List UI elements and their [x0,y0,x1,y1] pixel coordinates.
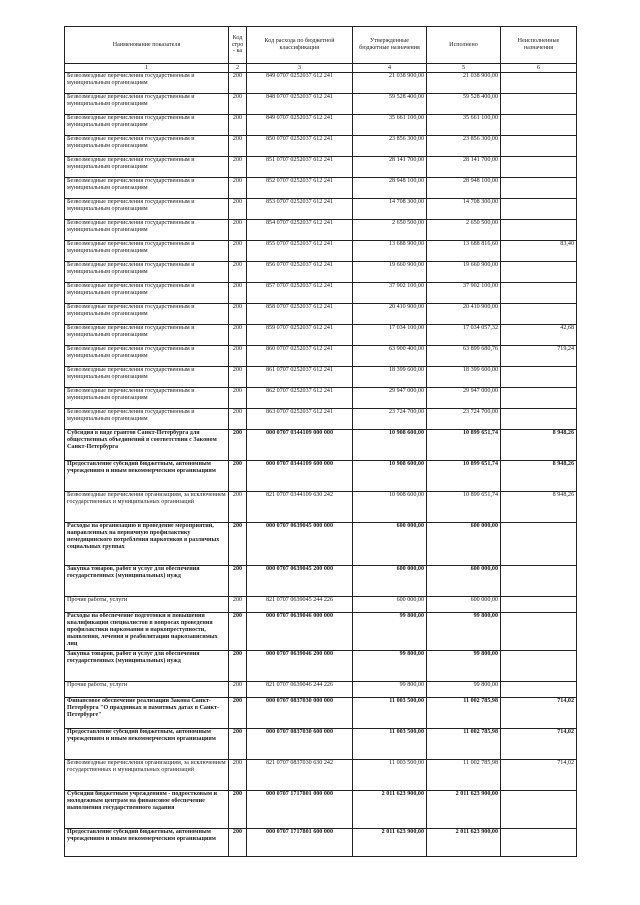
row-remaining-cell [501,829,577,857]
row-approved-cell: 37 902 100,00 [353,283,427,304]
row-approved-cell: 23 856 300,00 [353,136,427,157]
row-name-cell: Безвозмездные перечисления государственным и муниципальным организациям [65,178,229,199]
table-row [65,698,577,729]
row-approved-cell: 2 650 500,00 [353,220,427,241]
row-approved-cell: 11 003 500,00 [353,729,427,760]
row-executed-cell: 35 661 100,00 [427,115,501,136]
row-approved-cell: 59 528 400,00 [353,94,427,115]
row-name-cell: Безвозмездные перечисления государственным и муниципальным организациям [65,199,229,220]
row-name-cell: Безвозмездные перечисления государственным и муниципальным организациям [65,220,229,241]
row-classification-cell: 862 0707 0252037 612 241 [247,388,353,409]
row-classification-cell: 859 0707 0252037 612 241 [247,325,353,346]
row-name-cell: Безвозмездные перечисления государственным и муниципальным организациям [65,304,229,325]
row-classification-cell: 821 0707 0639046 244 226 [247,682,353,698]
row-approved-cell: 600 000,00 [353,566,427,597]
column-number: 6 [501,64,577,73]
row-remaining-cell [501,73,577,94]
row-executed-cell: 10 899 651,74 [427,492,501,523]
column-number: 3 [247,64,353,73]
row-line-code-cell: 200 [229,115,247,136]
row-remaining-cell: 714,02 [501,760,577,791]
row-executed-cell: 37 902 100,00 [427,283,501,304]
row-executed-cell: 23 724 700,00 [427,409,501,430]
row-line-code-cell: 200 [229,304,247,325]
table-row [65,136,577,157]
row-classification-cell: 000 0707 0639046 000 000 [247,613,353,651]
row-executed-cell: 2 011 623 900,00 [427,829,501,857]
table-row [65,651,577,682]
row-classification-cell: 860 0707 0252037 612 241 [247,346,353,367]
table-row [65,409,577,430]
row-classification-cell: 000 0707 0639045 000 000 [247,523,353,566]
row-remaining-cell [501,409,577,430]
row-remaining-cell: 714,02 [501,698,577,729]
column-number-row [65,64,577,73]
row-name-cell: Безвозмездные перечисления государственным и муниципальным организациям [65,409,229,430]
row-name-cell: Безвозмездные перечисления государственным и муниципальным организациям [65,94,229,115]
row-line-code-cell: 200 [229,157,247,178]
row-executed-cell: 11 002 785,98 [427,729,501,760]
row-line-code-cell: 200 [229,178,247,199]
row-executed-cell: 11 002 785,98 [427,698,501,729]
row-executed-cell: 99 800,00 [427,651,501,682]
row-name-cell: Безвозмездные перечисления государственным и муниципальным организациям [65,367,229,388]
row-approved-cell: 10 908 600,00 [353,461,427,492]
row-approved-cell: 29 947 000,00 [353,388,427,409]
row-name-cell: Безвозмездные перечисления государственным и муниципальным организациям [65,115,229,136]
column-number: 4 [353,64,427,73]
row-approved-cell: 600 000,00 [353,597,427,613]
row-line-code-cell: 200 [229,367,247,388]
row-name-cell: Закупка товаров, работ и услуг для обеспечения государственных (муниципальных) нужд [65,651,229,682]
row-name-cell: Финансовое обеспечение реализации Закона Санкт-Петербурга "О праздниках и памятных датах в Санкт-Петербурге" [65,698,229,729]
row-classification-cell: 000 0707 0837030 600 000 [247,729,353,760]
row-classification-cell: 000 0707 1717801 000 000 [247,791,353,829]
row-executed-cell: 28 948 100,00 [427,178,501,199]
row-remaining-cell [501,115,577,136]
table-row [65,682,577,698]
row-remaining-cell: 714,02 [501,729,577,760]
row-approved-cell: 18 399 600,00 [353,367,427,388]
row-executed-cell: 10 899 651,74 [427,461,501,492]
row-executed-cell: 63 899 680,76 [427,346,501,367]
row-approved-cell: 99 800,00 [353,613,427,651]
row-executed-cell: 10 899 651,74 [427,430,501,461]
row-executed-cell: 18 399 600,00 [427,367,501,388]
row-name-cell: Предоставление субсидий бюджетным, автономным учреждениям и иным некоммерческим организациям [65,729,229,760]
table-row [65,283,577,304]
table-row [65,304,577,325]
row-line-code-cell: 200 [229,388,247,409]
row-classification-cell: 861 0707 0252037 612 241 [247,367,353,388]
row-classification-cell: 863 0707 0252037 612 241 [247,409,353,430]
table-header-row [65,27,577,64]
row-line-code-cell: 200 [229,523,247,566]
row-approved-cell: 10 908 600,00 [353,492,427,523]
row-name-cell: Прочие работы, услуги [65,682,229,698]
table-row [65,597,577,613]
row-classification-cell: 000 0707 0344109 000 000 [247,430,353,461]
column-number: 5 [427,64,501,73]
table-row [65,829,577,857]
row-approved-cell: 21 038 900,00 [353,73,427,94]
row-classification-cell: 848 0707 0252037 612 241 [247,94,353,115]
budget-execution-table [64,26,577,857]
row-name-cell: Закупка товаров, работ и услуг для обеспечения государственных (муниципальных) нужд [65,566,229,597]
table-row [65,760,577,791]
column-number: 1 [65,64,229,73]
row-remaining-cell: 8 948,26 [501,461,577,492]
table-row [65,199,577,220]
row-executed-cell: 2 650 500,00 [427,220,501,241]
row-line-code-cell: 200 [229,94,247,115]
row-classification-cell: 821 0707 0837030 630 242 [247,760,353,791]
table-row [65,346,577,367]
row-line-code-cell: 200 [229,346,247,367]
row-executed-cell: 28 141 700,00 [427,157,501,178]
row-approved-cell: 2 011 623 900,00 [353,829,427,857]
row-remaining-cell [501,220,577,241]
row-executed-cell: 23 856 300,00 [427,136,501,157]
row-approved-cell: 99 800,00 [353,651,427,682]
row-name-cell: Расходы на обеспечение подготовки и повышения квалификации специалистов в вопросах проведения профилактики наркомании и наркопреступности, выявления, лечения и реабилитации наркозависимых лиц [65,613,229,651]
row-executed-cell: 99 800,00 [427,613,501,651]
row-name-cell: Безвозмездные перечисления государственным и муниципальным организациям [65,157,229,178]
table-row [65,367,577,388]
row-approved-cell: 17 034 100,00 [353,325,427,346]
header-line-code: Код стро- ка [229,27,247,64]
row-remaining-cell [501,597,577,613]
table-row [65,566,577,597]
row-line-code-cell: 200 [229,729,247,760]
row-remaining-cell [501,613,577,651]
row-remaining-cell: 8 948,26 [501,492,577,523]
row-remaining-cell [501,651,577,682]
row-remaining-cell [501,178,577,199]
row-executed-cell: 600 000,00 [427,566,501,597]
row-approved-cell: 11 003 500,00 [353,760,427,791]
row-executed-cell: 29 947 000,00 [427,388,501,409]
row-classification-cell: 852 0707 0252037 612 241 [247,178,353,199]
table-row [65,178,577,199]
row-executed-cell: 11 002 785,98 [427,760,501,791]
table-row [65,115,577,136]
row-remaining-cell: 719,24 [501,346,577,367]
row-name-cell: Безвозмездные перечисления государственным и муниципальным организациям [65,346,229,367]
table-row [65,73,577,94]
row-line-code-cell: 200 [229,73,247,94]
table-row [65,791,577,829]
row-name-cell: Субсидия в виде грантов Санкт-Петербурга для общественных объединений в соответствии с Законом Санкт-Петербурга [65,430,229,461]
row-name-cell: Предоставление субсидий бюджетным, автономным учреждениям и иным некоммерческим организациям [65,461,229,492]
row-name-cell: Безвозмездные перечисления государственным и муниципальным организациям [65,241,229,262]
row-executed-cell: 600 000,00 [427,597,501,613]
row-executed-cell: 600 000,00 [427,523,501,566]
header-indicator-name: Наименование показателя [65,27,229,64]
row-classification-cell: 000 0707 0344109 600 000 [247,461,353,492]
row-line-code-cell: 200 [229,829,247,857]
row-classification-cell: 850 0707 0252037 612 241 [247,136,353,157]
row-line-code-cell: 200 [229,461,247,492]
row-classification-cell: 821 0707 0344109 630 242 [247,492,353,523]
row-line-code-cell: 200 [229,760,247,791]
row-approved-cell: 13 688 900,00 [353,241,427,262]
row-remaining-cell [501,157,577,178]
row-classification-cell: 855 0707 0252037 612 241 [247,241,353,262]
row-executed-cell: 14 708 300,00 [427,199,501,220]
row-line-code-cell: 200 [229,566,247,597]
table-row [65,388,577,409]
row-approved-cell: 35 661 100,00 [353,115,427,136]
row-classification-cell: 000 0707 0837030 000 000 [247,698,353,729]
row-approved-cell: 14 708 300,00 [353,199,427,220]
row-remaining-cell [501,388,577,409]
row-classification-cell: 849 0707 0252037 612 241 [247,115,353,136]
row-approved-cell: 28 948 100,00 [353,178,427,199]
row-classification-cell: 821 0707 0639045 244 226 [247,597,353,613]
table-row [65,94,577,115]
row-remaining-cell [501,94,577,115]
row-remaining-cell [501,682,577,698]
row-executed-cell: 99 800,00 [427,682,501,698]
row-classification-cell: 000 0707 0639045 200 000 [247,566,353,597]
row-line-code-cell: 200 [229,791,247,829]
row-line-code-cell: 200 [229,136,247,157]
row-name-cell: Безвозмездные перечисления организациям, за исключением государственных и муниципальных организаций [65,492,229,523]
header-remaining: Неисполненные назначения [501,27,577,64]
row-line-code-cell: 200 [229,613,247,651]
row-remaining-cell [501,566,577,597]
row-approved-cell: 63 900 400,00 [353,346,427,367]
row-remaining-cell: 83,40 [501,241,577,262]
header-classification-code: Код расхода по бюджетной классификации [247,27,353,64]
row-name-cell: Безвозмездные перечисления организациям, за исключением государственных и муниципальных организаций [65,760,229,791]
row-name-cell: Безвозмездные перечисления государственным и муниципальным организациям [65,325,229,346]
row-line-code-cell: 200 [229,262,247,283]
row-name-cell: Предоставление субсидий бюджетным, автономным учреждениям и иным некоммерческим организациям [65,829,229,857]
row-name-cell: Субсидии бюджетным учреждениям - подростковым и молодежным центрам на финансовое обеспечение выполнения государственного задания [65,791,229,829]
row-name-cell: Безвозмездные перечисления государственным и муниципальным организациям [65,262,229,283]
header-executed: Исполнено [427,27,501,64]
table-row [65,241,577,262]
row-line-code-cell: 200 [229,682,247,698]
table-row [65,220,577,241]
table-row [65,729,577,760]
row-approved-cell: 10 908 600,00 [353,430,427,461]
header-approved: Утвержденные бюджетные назначения [353,27,427,64]
row-executed-cell: 13 688 816,60 [427,241,501,262]
row-line-code-cell: 200 [229,492,247,523]
row-remaining-cell [501,523,577,566]
row-remaining-cell [501,791,577,829]
row-remaining-cell [501,262,577,283]
row-remaining-cell [501,136,577,157]
table-row [65,430,577,461]
row-approved-cell: 600 000,00 [353,523,427,566]
row-line-code-cell: 200 [229,409,247,430]
row-classification-cell: 849 0707 0252037 612 241 [247,73,353,94]
row-line-code-cell: 200 [229,220,247,241]
row-executed-cell: 2 011 623 900,00 [427,791,501,829]
table-row [65,492,577,523]
row-approved-cell: 20 410 900,00 [353,304,427,325]
row-approved-cell: 11 003 500,00 [353,698,427,729]
row-classification-cell: 853 0707 0252037 612 241 [247,199,353,220]
row-classification-cell: 857 0707 0252037 612 241 [247,283,353,304]
row-approved-cell: 19 660 900,00 [353,262,427,283]
row-remaining-cell [501,304,577,325]
row-classification-cell: 000 0707 1717801 600 000 [247,829,353,857]
row-classification-cell: 858 0707 0252037 612 241 [247,304,353,325]
row-classification-cell: 851 0707 0252037 612 241 [247,157,353,178]
row-executed-cell: 21 038 900,00 [427,73,501,94]
row-remaining-cell: 8 948,26 [501,430,577,461]
row-executed-cell: 59 528 400,00 [427,94,501,115]
table-row [65,461,577,492]
row-remaining-cell [501,367,577,388]
row-approved-cell: 99 800,00 [353,682,427,698]
row-line-code-cell: 200 [229,283,247,304]
row-line-code-cell: 200 [229,597,247,613]
row-line-code-cell: 200 [229,651,247,682]
report-sheet [64,26,576,857]
row-line-code-cell: 200 [229,241,247,262]
row-remaining-cell [501,283,577,304]
row-approved-cell: 2 011 623 900,00 [353,791,427,829]
row-line-code-cell: 200 [229,199,247,220]
table-row [65,325,577,346]
row-classification-cell: 854 0707 0252037 612 241 [247,220,353,241]
row-name-cell: Безвозмездные перечисления государственным и муниципальным организациям [65,136,229,157]
row-name-cell: Безвозмездные перечисления государственным и муниципальным организациям [65,73,229,94]
table-row [65,262,577,283]
row-approved-cell: 23 724 700,00 [353,409,427,430]
row-executed-cell: 17 034 057,32 [427,325,501,346]
row-remaining-cell: 42,68 [501,325,577,346]
table-row [65,157,577,178]
table-body [65,73,577,857]
row-name-cell: Расходы на организацию и проведение мероприятий, направленных на первичную профилактику немедицинского потребления наркотиков в различных социальных группах [65,523,229,566]
row-line-code-cell: 200 [229,698,247,729]
table-row [65,523,577,566]
row-approved-cell: 28 141 700,00 [353,157,427,178]
row-remaining-cell [501,199,577,220]
row-classification-cell: 000 0707 0639046 200 000 [247,651,353,682]
row-line-code-cell: 200 [229,430,247,461]
row-classification-cell: 856 0707 0252037 612 241 [247,262,353,283]
row-name-cell: Прочие работы, услуги [65,597,229,613]
row-executed-cell: 19 660 900,00 [427,262,501,283]
row-name-cell: Безвозмездные перечисления государственным и муниципальным организациям [65,283,229,304]
row-line-code-cell: 200 [229,325,247,346]
row-name-cell: Безвозмездные перечисления государственным и муниципальным организациям [65,388,229,409]
table-row [65,613,577,651]
column-number: 2 [229,64,247,73]
row-executed-cell: 20 410 900,00 [427,304,501,325]
